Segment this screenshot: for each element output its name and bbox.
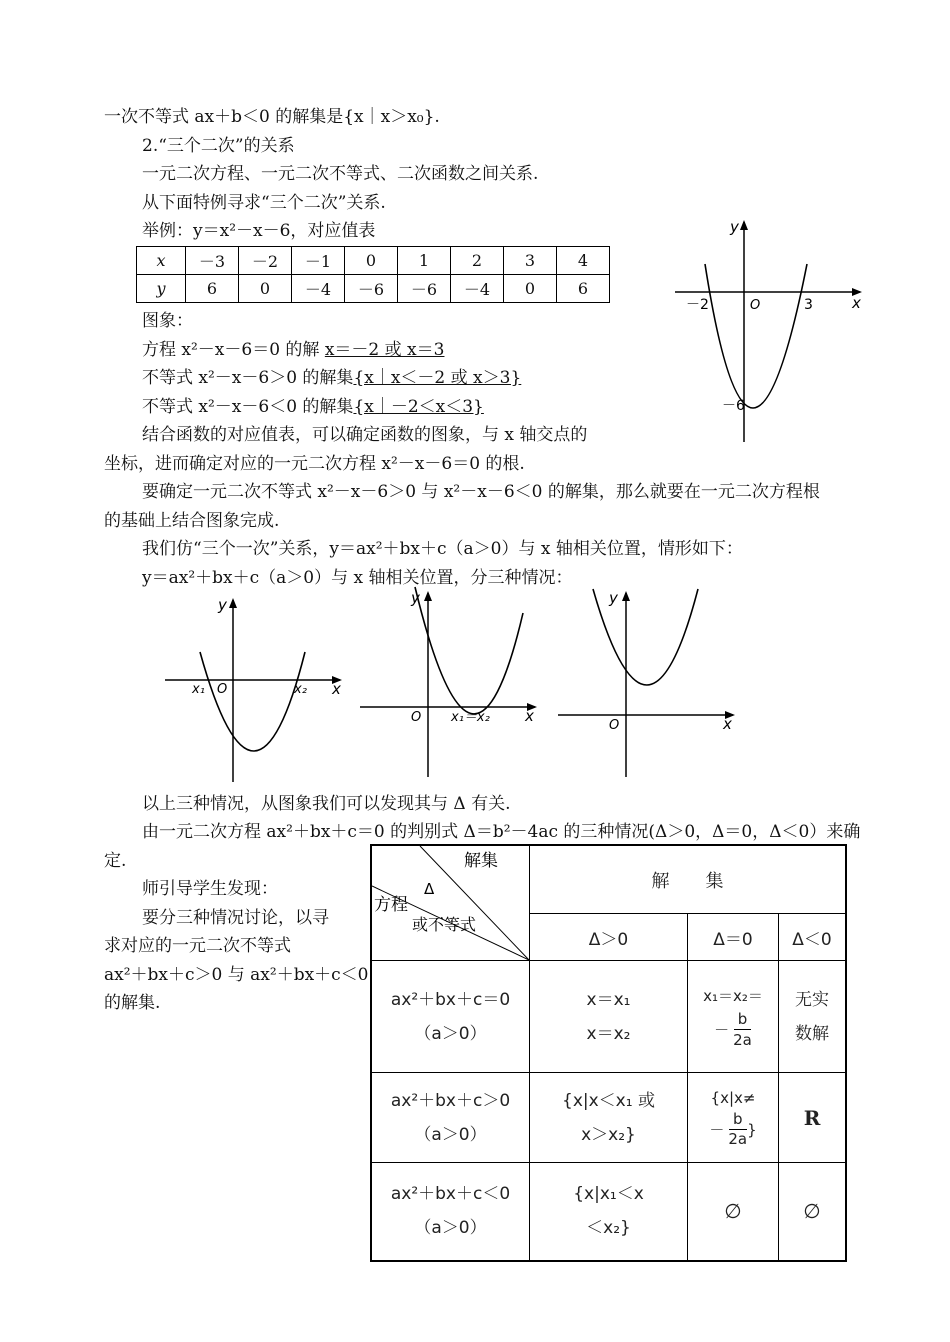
y-axis-arrow — [622, 591, 630, 601]
value-table-cell: 2 — [451, 247, 504, 275]
corner-label-equation: 方程 — [374, 895, 408, 915]
value-table-x-label: x — [137, 247, 186, 275]
corner-label-solution-set: 解集 — [464, 851, 498, 871]
solution-part-a: {x|x₁＜x — [573, 1184, 644, 1205]
corner-cell — [371, 845, 530, 961]
cell-lt-delta-zero: ∅ — [688, 1163, 779, 1261]
text-line-12: 要确定一元二次不等式 x²－x－6＞0 与 x²－x－6＜0 的解集，那么就要在一元二次方程根 — [142, 482, 820, 502]
solution-part-a: {x|x＜x₁ 或 — [562, 1090, 655, 1111]
origin-label: O — [750, 298, 761, 313]
y-axis-label: y — [218, 596, 227, 614]
text-line-5: 举例：y＝x²－x－6，对应值表 — [142, 221, 376, 241]
origin-label: O — [217, 682, 228, 697]
value-table-cell: 6 — [186, 275, 239, 303]
inequality-gt-text: 不等式 x²－x－6＞0 的解集 — [142, 368, 354, 388]
row-condition: （a＞0） — [414, 1124, 487, 1145]
corner-diagonals — [372, 846, 529, 960]
solution-part-b: ＜x₂} — [586, 1218, 631, 1239]
text-line-21: 求对应的一元二次不等式 — [104, 936, 291, 956]
fraction — [728, 1110, 747, 1149]
row-condition: （a＞0） — [414, 1218, 487, 1239]
value-table-cell: －6 — [345, 275, 398, 303]
x-axis-label: x — [525, 707, 534, 725]
y-axis-arrow — [424, 591, 432, 601]
cell-lt-delta-negative: ∅ — [779, 1163, 847, 1261]
row-label-less — [371, 1163, 530, 1261]
section-heading: 2.“三个二次”的关系 — [142, 136, 295, 156]
origin-label: O — [609, 718, 620, 733]
vertex-label: －6 — [722, 398, 745, 414]
text-line-18: 定. — [104, 851, 127, 871]
value-table-cell: 0 — [239, 275, 292, 303]
root-label-neg2: －2 — [686, 297, 709, 313]
no-real-root-text-b: 数解 — [795, 1023, 829, 1044]
root-label-x2: x₂ — [294, 682, 307, 697]
parabola-curve — [200, 652, 305, 751]
equation-text: 方程 x²－x－6＝0 的解 — [142, 340, 325, 360]
summary-header-solution-set: 解 集 — [530, 845, 847, 914]
row-label-greater — [371, 1073, 530, 1163]
value-table-row-x — [137, 247, 610, 275]
summary-row-equation — [371, 961, 846, 1073]
text-line-20: 要分三种情况讨论，以寻 — [142, 908, 329, 928]
x-axis-label: x — [332, 680, 341, 698]
root-x2-text: x＝x₂ — [586, 1023, 631, 1044]
text-line-22: ax²＋bx＋c＞0 与 ax²＋bx＋c＜0 — [104, 965, 369, 985]
graph-delta-zero — [355, 585, 545, 780]
fraction-denominator: 2a — [733, 1031, 752, 1049]
closing-brace: } — [747, 1120, 757, 1139]
root-label-3: 3 — [804, 297, 813, 313]
no-real-root-text-a: 无实 — [795, 989, 829, 1010]
value-table-cell: －6 — [398, 275, 451, 303]
value-table — [136, 246, 610, 303]
text-line-9 — [142, 396, 484, 418]
solution-part-b: x＞x₂} — [581, 1124, 636, 1145]
fraction-numerator: b — [734, 1009, 752, 1030]
corner-label-inequality: 或不等式 — [412, 915, 477, 934]
text-line-17: 由一元二次方程 ax²＋bx＋c＝0 的判别式 Δ＝b²－4ac 的三种情况(Δ＞0，Δ＝0，Δ＜0）来确 — [142, 822, 861, 842]
value-table-y-label: y — [137, 275, 186, 303]
solution-set-table — [370, 844, 847, 1262]
text-line-14: 我们仿“三个一次”关系，y＝ax²＋bx＋c（a＞0）与 x 轴相关位置，情形如下： — [142, 539, 743, 559]
cell-gt-delta-zero — [688, 1073, 779, 1163]
fraction-numerator: b — [729, 1110, 747, 1130]
value-table-cell: 1 — [398, 247, 451, 275]
value-table-cell: －4 — [451, 275, 504, 303]
case-delta-positive: Δ＞0 — [530, 914, 688, 961]
y-axis-arrow — [740, 220, 748, 230]
fraction — [733, 1009, 752, 1050]
text-line-3: 一元二次方程、一元二次不等式、二次函数之间关系. — [142, 164, 539, 184]
value-table-cell: －1 — [292, 247, 345, 275]
x-axis-label: x — [852, 294, 861, 312]
fraction-expression — [714, 1009, 752, 1050]
equation-answer: x＝－2 或 x＝3 — [324, 340, 445, 360]
text-line-1: 一次不等式 ax＋b＜0 的解集是{x｜x＞x₀}. — [104, 107, 440, 127]
y-axis-arrow — [229, 598, 237, 608]
summary-row-less — [371, 1163, 846, 1261]
case-delta-zero: Δ＝0 — [688, 914, 779, 961]
inequality-lt-answer: {x｜－2＜x＜3} — [353, 397, 484, 417]
value-table-cell: －4 — [292, 275, 345, 303]
cell-lt-delta-positive — [530, 1163, 688, 1261]
inequality-gt-answer: {x｜x＜－2 或 x＞3} — [353, 368, 522, 388]
text-line-13: 的基础上结合图象完成. — [104, 511, 280, 531]
parabola-curve — [415, 587, 523, 714]
text-line-7 — [142, 339, 444, 361]
solution-part-a: {x|x≠ — [710, 1089, 756, 1107]
y-axis-label: y — [609, 589, 618, 607]
case-delta-negative: Δ＜0 — [779, 914, 847, 961]
value-table-cell: 0 — [345, 247, 398, 275]
x-axis-label: x — [723, 715, 732, 733]
root-label-x1: x₁ — [192, 682, 205, 697]
minus-sign: － — [709, 1121, 725, 1139]
summary-row-greater — [371, 1073, 846, 1163]
value-table-cell: 3 — [504, 247, 557, 275]
text-line-8 — [142, 367, 521, 389]
parabola-graph — [670, 212, 870, 446]
minus-sign: － — [714, 1021, 730, 1039]
y-axis-label: y — [730, 218, 739, 236]
row-label-equation — [371, 961, 530, 1073]
row-expression: ax²＋bx＋c＝0 — [390, 989, 511, 1010]
value-table-cell: －3 — [186, 247, 239, 275]
value-table-cell: －2 — [239, 247, 292, 275]
text-line-23: 的解集. — [104, 993, 161, 1013]
root-label-x1-x2: x₁＝x₂ — [451, 710, 490, 725]
text-line-19: 师引导学生发现： — [142, 879, 278, 899]
value-table-cell: 4 — [557, 247, 610, 275]
cell-eq-delta-positive — [530, 961, 688, 1073]
cell-eq-delta-negative — [779, 961, 847, 1073]
fraction-denominator: 2a — [728, 1130, 748, 1148]
cell-gt-delta-positive — [530, 1073, 688, 1163]
graph-delta-positive — [160, 590, 350, 785]
value-table-cell: 0 — [504, 275, 557, 303]
text-line-16: 以上三种情况，从图象我们可以发现其与 Δ 有关. — [142, 794, 511, 814]
y-axis-label: y — [411, 589, 420, 607]
text-line-15: y＝ax²＋bx＋c（a＞0）与 x 轴相关位置，分三种情况： — [142, 568, 573, 588]
origin-label: O — [411, 710, 422, 725]
value-table-row-y — [137, 275, 610, 303]
corner-label-delta: Δ — [424, 880, 435, 898]
row-condition: （a＞0） — [414, 1023, 487, 1044]
double-root-text: x₁＝x₂＝ — [703, 987, 763, 1005]
summary-header-row — [371, 845, 846, 914]
row-expression: ax²＋bx＋c＜0 — [390, 1184, 511, 1205]
text-line-11: 坐标，进而确定对应的一元二次方程 x²－x－6＝0 的根. — [104, 454, 525, 474]
text-line-6: 图象： — [142, 311, 193, 331]
row-expression: ax²＋bx＋c＞0 — [390, 1090, 511, 1111]
fraction-expression — [709, 1110, 756, 1149]
cell-gt-delta-negative: R — [779, 1073, 847, 1163]
text-line-4: 从下面特例寻求“三个二次”关系. — [142, 193, 386, 213]
value-table-cell: 6 — [557, 275, 610, 303]
inequality-lt-text: 不等式 x²－x－6＜0 的解集 — [142, 397, 354, 417]
cell-eq-delta-zero — [688, 961, 779, 1073]
root-x1-text: x＝x₁ — [586, 989, 631, 1010]
parabola-curve — [705, 264, 807, 408]
text-line-10: 结合函数的对应值表，可以确定函数的图象，与 x 轴交点的 — [142, 425, 588, 445]
graph-delta-negative — [553, 585, 743, 780]
